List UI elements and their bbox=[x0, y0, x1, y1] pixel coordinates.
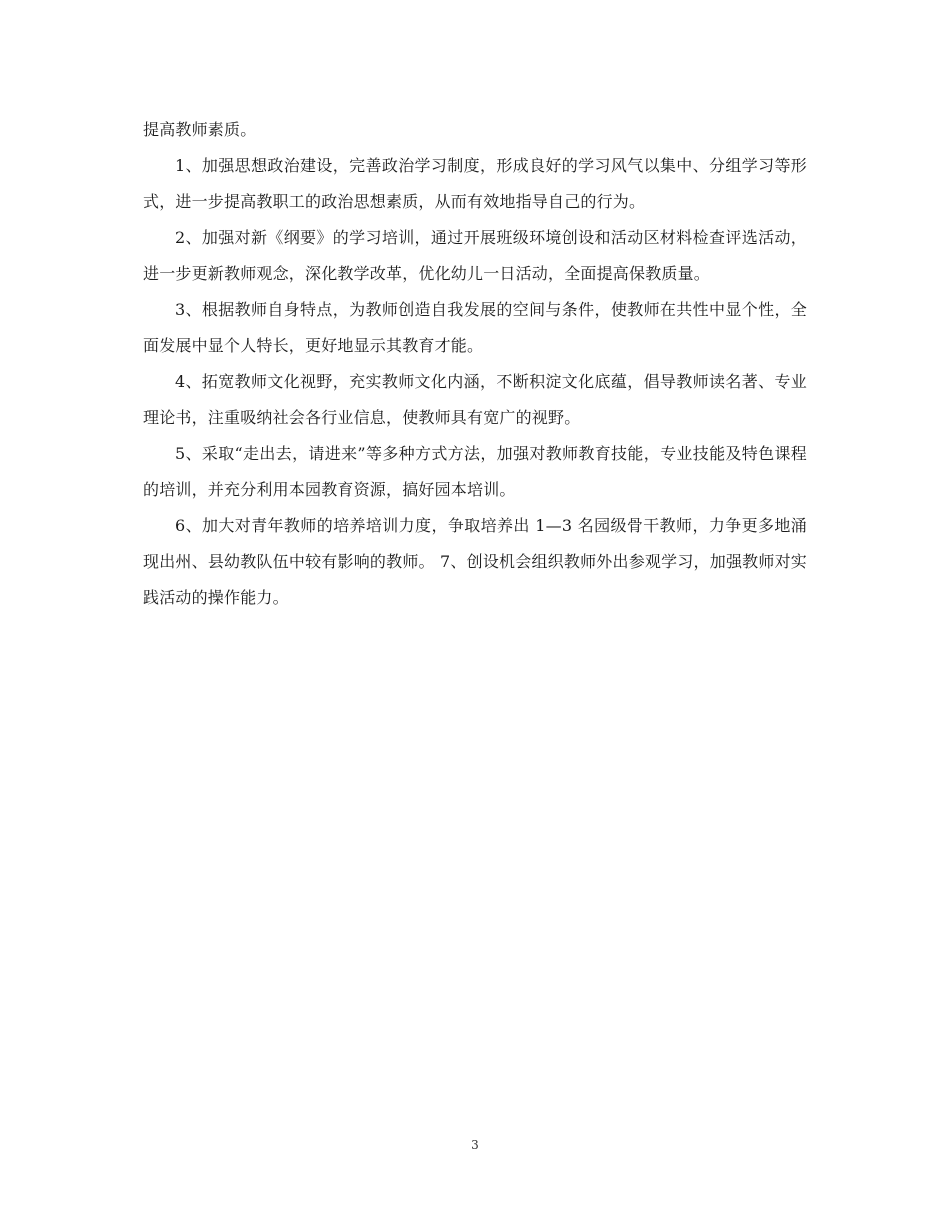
paragraph-item-3: 3、根据教师自身特点，为教师创造自我发展的空间与条件，使教师在共性中显个性，全面发展中显个人特长，更好地显示其教育才能。 bbox=[143, 300, 807, 355]
paragraph-item-1: 1、加强思想政治建设，完善政治学习制度，形成良好的学习风气以集中、分组学习等形式，进一步提高教职工的政治思想素质，从而有效地指导自己的行为。 bbox=[143, 156, 807, 211]
paragraph-item-5: 5、采取“走出去，请进来”等多种方式方法，加强对教师教育技能，专业技能及特色课程的培训，并充分利用本园教育资源，搞好园本培训。 bbox=[143, 444, 807, 499]
paragraph-item-4: 4、拓宽教师文化视野，充实教师文化内涵，不断积淀文化底蕴，倡导教师读名著、专业理论书，注重吸纳社会各行业信息，使教师具有宽广的视野。 bbox=[143, 372, 807, 427]
paragraph-item-6: 6、加大对青年教师的培养培训力度，争取培养出 1—3 名园级骨干教师，力争更多地涌现出州、县幼教队伍中较有影响的教师。 7、创设机会组织教师外出参观学习，加强教师对实践活动的操作能力。 bbox=[143, 516, 807, 607]
document-body bbox=[143, 112, 807, 616]
page-number: 3 bbox=[471, 1138, 479, 1152]
paragraph-item-2: 2、加强对新《纲要》的学习培训，通过开展班级环境创设和活动区材料检查评选活动，进一步更新教师观念，深化教学改革，优化幼儿一日活动，全面提高保教质量。 bbox=[143, 228, 807, 283]
paragraph-intro: 提高教师素质。 bbox=[143, 120, 257, 139]
